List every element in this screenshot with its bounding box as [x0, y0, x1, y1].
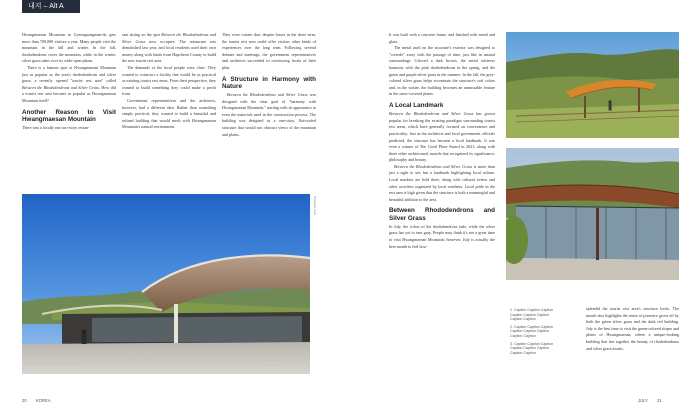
- paragraph: The metal used on the structure's exterior was designed to "corrode" away with the passage of time, just like in natural surroundings. Colored a dark brown, the metal achieves harmony with the pink rhododendrons in the spring, and the green and purple silver grass in the summer. In the fall, the grey-colored silver grass helps accentuate the structure's soft colors and, in the winter, the building becomes an unmissable feature in the snow-covered plains.: [389, 45, 495, 97]
- right-column-3: [586, 306, 679, 352]
- paragraph: They were certain that, despite losses in the short term, the tourist rest area could offer visitors other kinds of experiences over the long term. Following several debates and meetings, the government representatives and architects succeeded in convincing locals of their plan.: [222, 32, 316, 70]
- page-number: 20: [22, 398, 27, 403]
- paragraph: The demands of the local people were clear: They wanted to construct a facility that would be as practical as existing tourist rest areas. From their perspective, they wanted to build something they could make a profit from.: [122, 64, 216, 97]
- caption-list: [510, 308, 556, 358]
- page-number-right: [638, 398, 662, 403]
- paragraph: Between the Rhododendrons and Silver Grass was designed with the clear goal of "harmony with Hwangmaesan Mountain," starting with its appearance to even the materials used in the construction process. The building was designed as a one-story, flat-roofed structure that would not obstruct views of the mountain and plains.: [222, 91, 316, 137]
- left-column-1: [22, 32, 116, 132]
- section-tag: 내지 – Alt A: [22, 0, 80, 13]
- section-heading: A Local Landmark: [389, 101, 444, 109]
- right-column-1: [389, 32, 495, 250]
- caption: 2. Caption Caption Caption Caption Caption Caption Caption Caption: [510, 324, 554, 338]
- section-heading: A Structure in Harmony with Nature: [222, 75, 316, 90]
- section-heading: Between Rhododendrons and Silver Grass: [389, 207, 495, 222]
- canopy-photo: [506, 32, 679, 138]
- footer-label: KOREA: [35, 398, 51, 403]
- caption: 1. Caption Caption Caption Caption Caption Caption Caption Caption: [510, 308, 554, 322]
- section-heading: Another Reason to Visit Hwangmaesan Mountain: [22, 108, 116, 123]
- paragraph: Government representatives and the architects, however, had a different idea. Rather than something simply practical, they wanted to build a beautiful and refined building that would mesh with Hwangmaesan Mountain's natural environment.: [122, 97, 216, 130]
- left-column-2: [122, 32, 216, 131]
- glass-facade-photo: [506, 148, 679, 280]
- page-number: 21: [657, 398, 662, 403]
- footer-label: JULY: [638, 398, 648, 403]
- building-photo: [22, 194, 310, 374]
- paragraph: rant sitting on the spot Between the Rhododendrons and Silver Grass now occupies. The restaurant was demolished last year, and local residents used their own money along with funds from Hapcheon County to build the new tourist rest area.: [122, 32, 216, 64]
- paragraph: It was built with a concrete frame, and finished with metal and glass.: [389, 32, 495, 44]
- paragraph: There is a famous spot at Hwangmaesan Mountain just as popular as the area's rhododendrons and silver grass: a recently opened "tourist rest area" called Between the Rhododendrons and Silver Grass. How did a tourist rest area become as popular as Hwangmaesan Mountain itself?: [22, 64, 116, 103]
- paragraph: Between the Rhododendrons and Silver Grass has grown popular for breaking the existing paradigm surrounding tourist rest areas, which have generally focused on convenience and practicality. Just as the architects and local government officials predicted, the structure has become a local landmark. It was even a winner of The Good Place Award in 2021, along with three other architectural awards that recognized its significance, philosophy and beauty.: [389, 111, 495, 163]
- photo-credit: Photograph credit: [313, 196, 316, 215]
- paragraph: splendid the tourist rest area's structure looks. The month also highlights the sense of presence given off by both the green silver grass and the dark red building. July is the best time to visit the green-colored slopes and plains of Hwangmaesan, where a unique-looking building that ties together the beauty of rhododendrons and silver grass awaits.: [586, 306, 679, 351]
- paragraph: There was a locally run two-story restau-: [22, 124, 90, 130]
- paragraph: In July, the colors of the rhododendrons fade, while the silver grass has yet to turn gray. People may think it's not a great time to visit Hwangmaesan Mountain; however, July is actually the best month to feel how: [389, 223, 495, 249]
- paragraph: Between the Rhododendrons and Silver Grass is more than just a sight to see, but a landmark highlighting local culture. Local markets are held there, along with cultural events and other activities organized by local residents. Local pride in the rest area is high given that the structure is both a meaningful and beautiful addition to the area.: [389, 163, 495, 202]
- paragraph: Hwangmaesan Mountain in Gyeongsangnam-do gets more than 700,000 visitors a year. Many people visit the mountain in the fall and winter. In the fall, rhododendrons cover the mountain, while in the winter, silver grass takes over its wide-open plains.: [22, 32, 116, 64]
- page-number-left: [22, 398, 51, 403]
- caption: 3. Caption Caption Caption Caption Caption Caption Caption Caption: [510, 341, 554, 355]
- left-column-3: [222, 32, 316, 138]
